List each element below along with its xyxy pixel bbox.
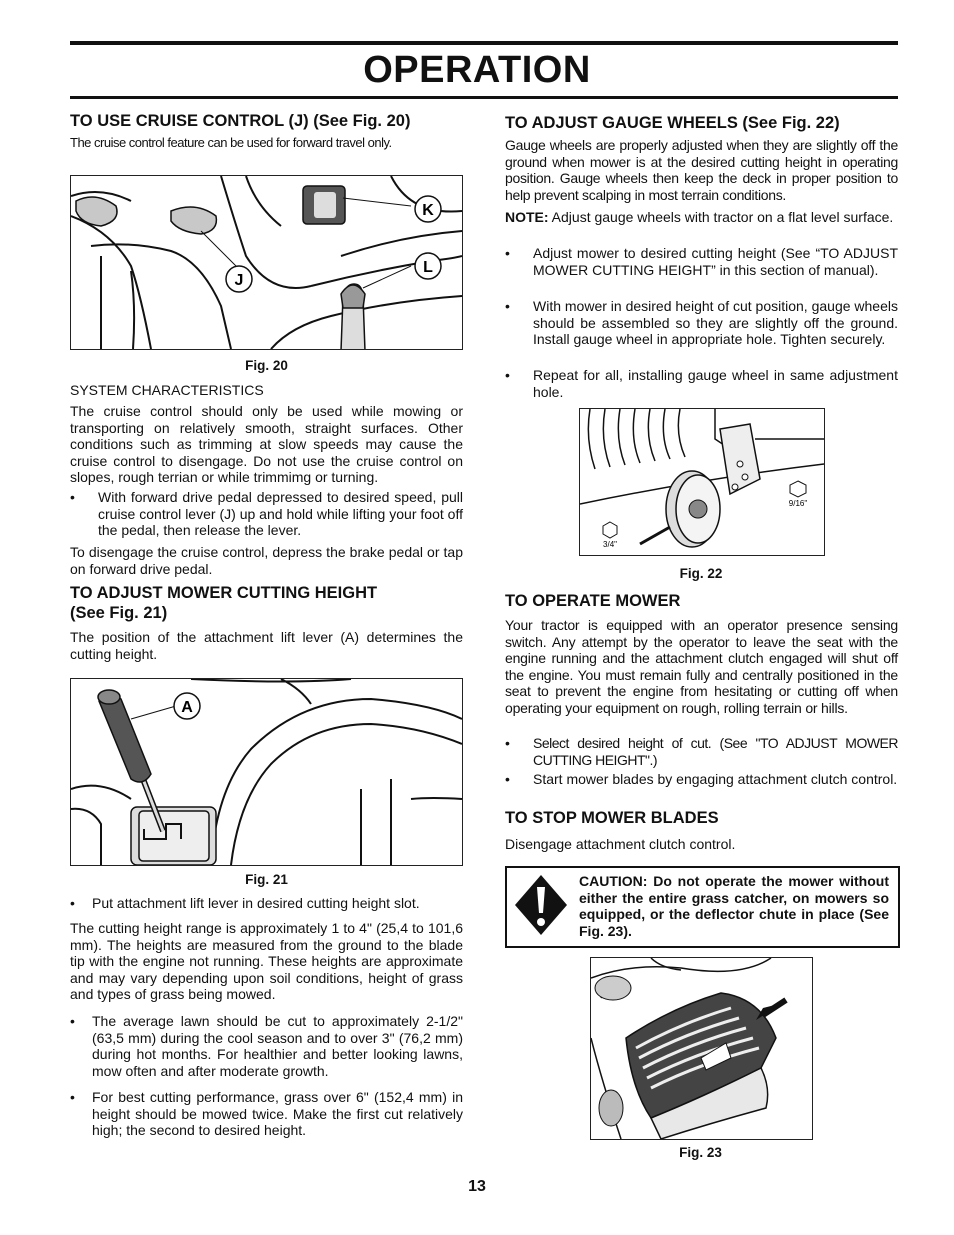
gauge-note-text: Adjust gauge wheels with tractor on a flat level surface.: [548, 209, 894, 225]
figure-20-illustration: [71, 176, 462, 349]
operate-heading: TO OPERATE MOWER: [505, 592, 681, 610]
operate-bullet-2: • Start mower blades by engaging attachment clutch control.: [505, 771, 898, 787]
gauge-bullet-1-text: Adjust mower to desired cutting height (See “TO ADJUST MOWER CUTTING HEIGHT” in this section of manual).: [533, 245, 898, 278]
fig21-label-a: A: [181, 699, 193, 716]
figure-22-illustration: [580, 409, 824, 555]
system-heading: SYSTEM CHARACTERISTICS: [70, 382, 264, 398]
cruise-heading: TO USE CRUISE CONTROL (J) (See Fig. 20): [70, 112, 411, 130]
warning-icon: [513, 873, 569, 937]
fig20-label-l: L: [423, 259, 433, 276]
figure-22: [579, 408, 825, 556]
operate-text: Your tractor is equipped with an operator presence sensing switch. Any attempt by the operator to leave the seat with the engine running and the attachment clutch engaged will shut off the engine. You must remain fully and centrally positioned in the seat to prevent the engine from hesitating or cutting off when operating your equipment on rough, rolling terrain or hills.: [505, 617, 898, 716]
operate-bullet-1: • Select desired height of cut. (See "TO ADJUST MOWER CUTTING HEIGHT".): [505, 735, 898, 768]
cruise-bullet: • With forward drive pedal depressed to desired speed, pull cruise control lever (J) up and hold while lifting your foot off the pedal, then release the lever.: [70, 489, 463, 538]
cutting-bullet-lawn-text: The average lawn should be cut to approximately 2-1/2" (63,5 mm) during the cool season and to over 3" (76,2 mm) during hot months. For healthier and better looking lawns, mow often and after moderate growth.: [92, 1013, 463, 1079]
stop-text: Disengage attachment clutch control.: [505, 836, 736, 852]
figure-22-caption: Fig. 22: [679, 566, 723, 581]
stop-heading: TO STOP MOWER BLADES: [505, 809, 719, 827]
figure-20: [70, 175, 463, 350]
fig20-label-j: J: [234, 272, 244, 289]
figure-21-caption: Fig. 21: [245, 872, 288, 887]
cutting-range-text: The cutting height range is approximately 1 to 4" (25,4 to 101,6 mm). The heights are measured from the ground to the blade tip with the engine not running. These heights are approximate and may vary depending upon soil conditions, height of grass and types of grass being mowed.: [70, 920, 463, 1002]
title-rule: [70, 96, 898, 99]
figure-20-caption: Fig. 20: [245, 358, 288, 373]
cutting-intro: The position of the attachment lift lever (A) determines the cutting height.: [70, 629, 463, 662]
page-number: 13: [468, 1178, 486, 1195]
cutting-bullet-best: • For best cutting performance, grass over 6" (152,4 mm) in height should be mowed twice. Make the first cut relatively high; the second to desired height.: [70, 1089, 463, 1138]
cruise-disengage: To disengage the cruise control, depress the brake pedal or tap on forward drive pedal.: [70, 544, 463, 577]
fig20-label-k: K: [422, 202, 434, 219]
cutting-heading-line1: TO ADJUST MOWER CUTTING HEIGHT: [70, 584, 378, 602]
cutting-bullet-put: • Put attachment lift lever in desired cutting height slot.: [70, 895, 463, 912]
gauge-note-label: NOTE:: [505, 209, 549, 225]
fig22-label-916: 9/16": [788, 499, 808, 508]
fig22-label-34: 3/4": [603, 540, 617, 549]
figure-21-illustration: [71, 679, 462, 865]
cutting-bullet-lawn: • The average lawn should be cut to approximately 2-1/2" (63,5 mm) during the cool season and to over 3" (76,2 mm) during hot months. For healthier and better looking lawns, mow often and after moderate growth.: [70, 1013, 463, 1079]
gauge-text: Gauge wheels are properly adjusted when they are slightly off the ground when mower is at the desired cutting height in operating position. Gauge wheels then keep the deck in proper position to help prevent scalping in most terrain conditions.: [505, 137, 898, 203]
system-text: The cruise control should only be used while mowing or transporting on relatively smooth, straight surfaces. Other conditions such as trimming at slow speeds may cause the cruise control to disengage. Do not use the cruise control on slopes, rough terrian or while trimmimg or turning.: [70, 403, 463, 485]
gauge-bullet-2-text: With mower in desired height of cut position, gauge wheels should be assembled so they are slightly off the ground. Install gauge wheel in appropriate hole. Tighten securely.: [533, 298, 898, 347]
gauge-bullet-1: • Adjust mower to desired cutting height (See “TO ADJUST MOWER CUTTING HEIGHT” in this section of manual).: [505, 245, 898, 278]
gauge-bullet-3-text: Repeat for all, installing gauge wheel in same adjustment hole.: [533, 367, 898, 400]
cutting-heading-line2: (See Fig. 21): [70, 604, 168, 622]
top-rule: [70, 41, 898, 45]
figure-21: [70, 678, 463, 866]
cutting-bullet-put-text: Put attachment lift lever in desired cutting height slot.: [92, 895, 420, 911]
cutting-bullet-best-text: For best cutting performance, grass over 6" (152,4 mm) in height should be mowed twice. Make the first cut relatively high; the second to desired height.: [92, 1089, 463, 1138]
gauge-bullet-3: • Repeat for all, installing gauge wheel in same adjustment hole.: [505, 367, 898, 400]
caution-box: [505, 866, 900, 948]
caution-text: CAUTION: Do not operate the mower without either the entire grass catcher, on mowers so equipped, or the deflector chute in place (See Fig. 23).: [579, 873, 889, 939]
gauge-note: [505, 209, 898, 226]
figure-23-caption: Fig. 23: [679, 1145, 722, 1160]
figure-23: [590, 957, 813, 1140]
operate-bullet-1-text: Select desired height of cut. (See "TO ADJUST MOWER CUTTING HEIGHT".): [533, 735, 898, 768]
cruise-bullet-text: With forward drive pedal depressed to desired speed, pull cruise control lever (J) up and hold while lifting your foot off the pedal, then release the lever.: [98, 489, 463, 538]
page-title: OPERATION: [363, 49, 591, 91]
operate-bullet-2-text: Start mower blades by engaging attachment clutch control.: [533, 771, 898, 787]
gauge-heading: TO ADJUST GAUGE WHEELS (See Fig. 22): [505, 114, 840, 132]
figure-23-illustration: [591, 958, 812, 1139]
gauge-bullet-2: • With mower in desired height of cut position, gauge wheels should be assembled so they are slightly off the ground. Install gauge wheel in appropriate hole. Tighten securely.: [505, 298, 898, 347]
cruise-intro: The cruise control feature can be used for forward travel only.: [70, 135, 392, 150]
